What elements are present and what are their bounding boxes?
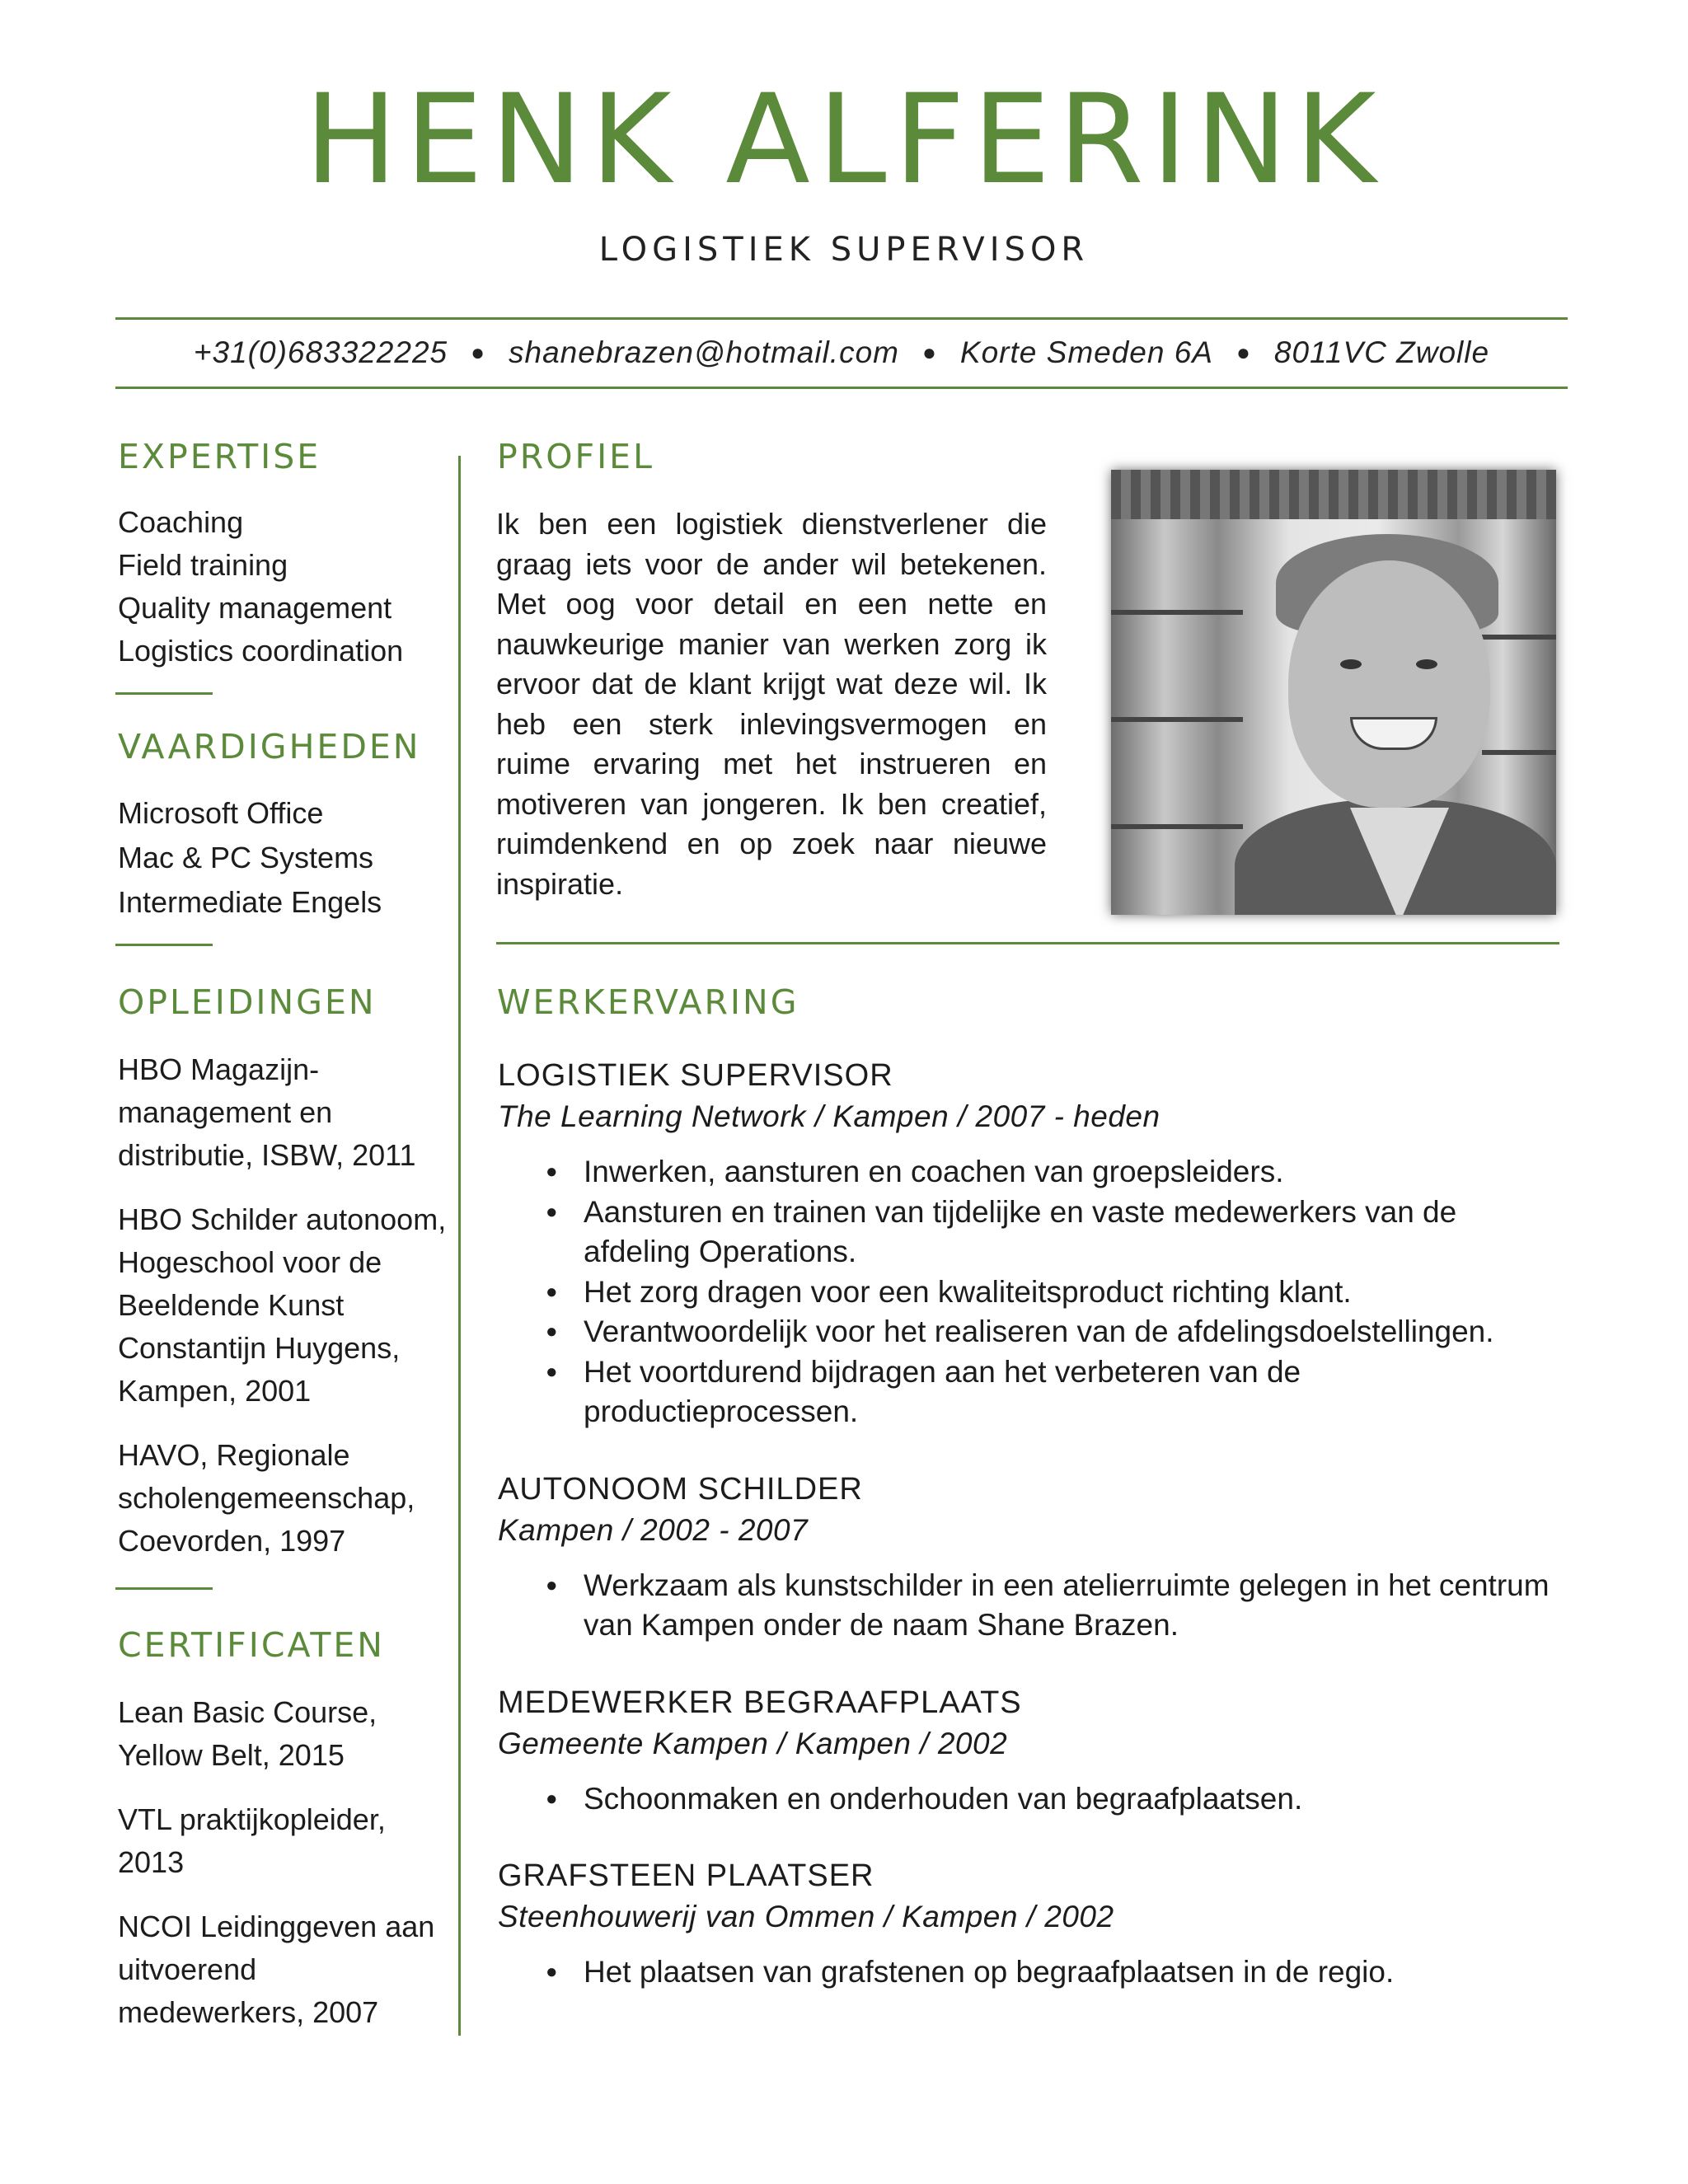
job-entry: [498, 1855, 1569, 1993]
education-entry: [118, 1048, 464, 1177]
separator-bullet: ●: [922, 340, 937, 365]
education-line: HBO Schilder autonoom,: [118, 1202, 447, 1236]
contact-email: shanebrazen@hotmail.com: [509, 335, 899, 369]
profiel-heading: PROFIEL: [497, 437, 654, 476]
job-bullets: [498, 1152, 1569, 1432]
job-title: LOGISTIEK SUPERVISOR: [498, 1058, 893, 1093]
opleidingen-heading: OPLEIDINGEN: [118, 982, 377, 1022]
job-meta: Steenhouwerij van Ommen / Kampen / 2002: [498, 1900, 1114, 1933]
job-entry: [498, 1682, 1569, 1820]
photo-shelf: [1111, 610, 1243, 615]
education-line: scholengemeenschap,: [118, 1481, 415, 1515]
job-title: AUTONOOM SCHILDER: [498, 1471, 863, 1507]
photo-shelf: [1482, 750, 1556, 755]
expertise-heading: EXPERTISE: [118, 437, 321, 476]
certificate-line: medewerkers, 2007: [118, 1995, 379, 2029]
education-line: Coevorden, 1997: [118, 1524, 346, 1558]
expertise-item: Coaching: [118, 505, 244, 539]
column-divider: [458, 456, 461, 2036]
education-line: HAVO, Regionale: [118, 1438, 350, 1472]
job-meta: Gemeente Kampen / Kampen / 2002: [498, 1726, 1008, 1760]
job-bullet: ● Het zorg dragen voor een kwaliteitsproduct richting klant.: [498, 1272, 1569, 1313]
skill-item: Mac & PC Systems: [118, 841, 374, 874]
job-bullet: ● Werkzaam als kunstschilder in een atelierruimte gelegen in het centrum van Kampen onder de naam Shane Brazen.: [498, 1566, 1569, 1646]
expertise-item: Field training: [118, 548, 288, 582]
certificate-entry: [118, 1905, 464, 2034]
job-title: GRAFSTEEN PLAATSER: [498, 1858, 874, 1893]
section-divider: [115, 944, 213, 946]
expertise-list: [118, 501, 464, 673]
resume-name: HENK ALFERINK: [304, 68, 1384, 212]
certificate-line: 2013: [118, 1845, 185, 1879]
education-line: Beeldende Kunst: [118, 1288, 345, 1322]
education-line: HBO Magazijn-: [118, 1052, 320, 1086]
vaardigheden-list: [118, 791, 464, 925]
profile-divider: [496, 942, 1559, 944]
opleidingen-list: [118, 1048, 464, 1584]
work-experience: [498, 1055, 1569, 2029]
photo-eye: [1416, 659, 1437, 669]
separator-bullet: ●: [471, 340, 486, 365]
photo-ceiling: [1111, 470, 1556, 519]
education-line: distributie, ISBW, 2011: [118, 1138, 416, 1172]
contact-bottom-rule: [115, 387, 1568, 389]
expertise-item: Logistics coordination: [118, 634, 404, 668]
job-meta: The Learning Network / Kampen / 2007 - heden: [498, 1099, 1160, 1133]
contact-city: 8011VC Zwolle: [1273, 335, 1490, 369]
job-meta: Kampen / 2002 - 2007: [498, 1512, 809, 1547]
separator-bullet: ●: [1236, 340, 1251, 365]
education-entry: [118, 1434, 464, 1563]
contact-bar: [115, 320, 1568, 386]
photo-shelf: [1482, 635, 1556, 640]
photo-eye: [1340, 659, 1362, 669]
education-line: Kampen, 2001: [118, 1374, 312, 1408]
certificate-line: uitvoerend: [118, 1952, 257, 1986]
job-bullet: ● Het plaatsen van grafstenen op begraafplaatsen in de regio.: [498, 1952, 1569, 1993]
contact-street: Korte Smeden 6A: [959, 335, 1213, 369]
profile-text: Ik ben een logistiek dienstverlener die graag iets voor de ander wil betekenen. Met oog voor detail en een nette en nauwkeurige manier van werken zorg ik ervoor dat de klant krijgt wat deze wil. Ik heb een sterk inlevingsvermogen en ruime ervaring met het instrueren en motiveren van jongeren. Ik ben creatief, ruimdenkend en op zoek naar nieuwe inspiratie.: [496, 507, 1047, 901]
certificate-line: NCOI Leidinggeven aan: [118, 1910, 435, 1943]
job-bullets: [498, 1779, 1569, 1820]
job-bullet: ● Aansturen en trainen van tijdelijke en vaste medewerkers van de afdeling Operations.: [498, 1193, 1569, 1272]
certificate-line: Yellow Belt, 2015: [118, 1738, 345, 1772]
resume-headline: LOGISTIEK SUPERVISOR: [598, 231, 1090, 269]
education-entry: [118, 1198, 464, 1413]
job-bullet: ● Inwerken, aansturen en coachen van groepsleiders.: [498, 1152, 1569, 1193]
expertise-item: Quality management: [118, 591, 392, 625]
certificate-line: Lean Basic Course,: [118, 1695, 377, 1729]
vaardigheden-heading: VAARDIGHEDEN: [118, 727, 421, 766]
section-divider: [115, 1587, 213, 1590]
job-entry: [498, 1055, 1569, 1432]
skill-item: Intermediate Engels: [118, 885, 382, 919]
job-bullet: ● Verantwoordelijk voor het realiseren van de afdelingsdoelstellingen.: [498, 1312, 1569, 1352]
werkervaring-heading: WERKERVARING: [497, 982, 799, 1022]
photo-face: [1288, 560, 1490, 808]
certificate-entry: [118, 1691, 464, 1777]
job-title: MEDEWERKER BEGRAAFPLAATS: [498, 1685, 1022, 1720]
job-bullets: [498, 1952, 1569, 1993]
photo-shelf: [1111, 717, 1243, 722]
photo-shelf: [1111, 824, 1243, 829]
education-line: management en: [118, 1095, 333, 1129]
contact-phone: +31(0)683322225: [193, 335, 448, 369]
certificate-line: VTL praktijkopleider,: [118, 1802, 386, 1836]
skill-item: Microsoft Office: [118, 796, 324, 830]
education-line: Constantijn Huygens,: [118, 1331, 401, 1365]
job-bullet: ● Het voortdurend bijdragen aan het verbeteren van de productieprocessen.: [498, 1352, 1569, 1432]
certificaten-list: [118, 1691, 464, 2055]
job-bullet: ● Schoonmaken en onderhouden van begraafplaatsen.: [498, 1779, 1569, 1820]
job-entry: [498, 1469, 1569, 1646]
education-line: Hogeschool voor de: [118, 1245, 382, 1279]
certificaten-heading: CERTIFICATEN: [118, 1625, 385, 1665]
section-divider: [115, 692, 213, 695]
job-bullets: [498, 1566, 1569, 1646]
certificate-entry: [118, 1798, 464, 1884]
profile-photo: [1111, 470, 1556, 915]
